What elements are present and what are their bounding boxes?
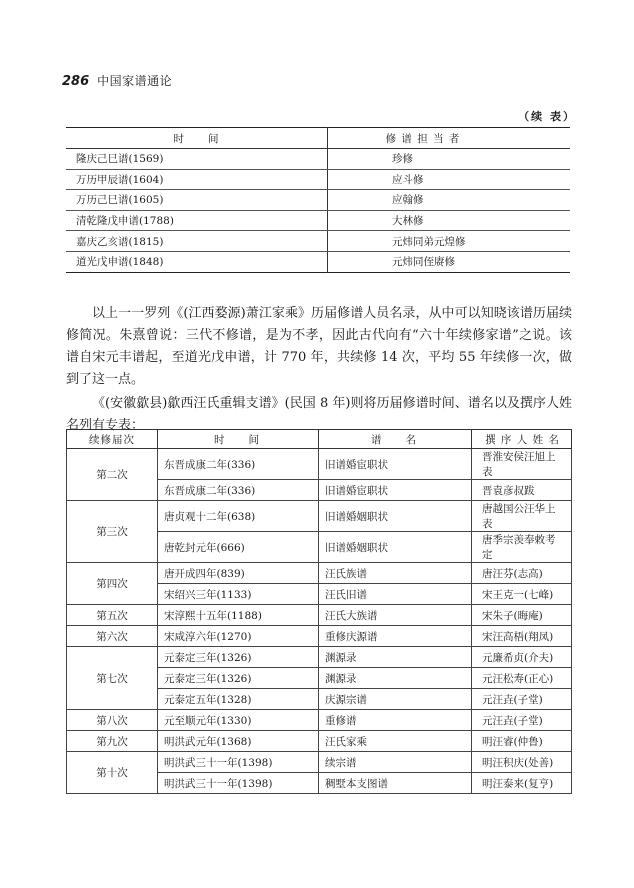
table-row	[66, 210, 570, 231]
composer-cell: 晋淮安侯汪旭上表	[472, 449, 572, 480]
table-continued-label: （续 表）	[518, 110, 576, 123]
time-cell: 唐开成四年(839)	[158, 563, 319, 584]
table-row	[67, 731, 572, 752]
table-row	[67, 605, 572, 626]
table-row	[66, 169, 570, 190]
composer-cell: 明汪泰来(复亨)	[472, 773, 572, 794]
time-cell: 唐乾封元年(666)	[158, 532, 319, 563]
table-row	[66, 149, 570, 170]
time-cell: 明洪武三十一年(1398)	[158, 752, 319, 773]
round-cell: 第五次	[67, 605, 158, 626]
col-header-time: 时 间	[158, 430, 319, 449]
table-row	[67, 647, 572, 668]
time-cell: 唐贞观十二年(638)	[158, 501, 319, 532]
time-cell: 东晋成康二年(336)	[158, 449, 319, 480]
round-cell: 第八次	[67, 710, 158, 731]
composer-cell: 唐汪芬(志高)	[472, 563, 572, 584]
composer-cell: 元汪垚(子堂)	[472, 710, 572, 731]
time-cell: 宋咸淳六年(1270)	[158, 626, 319, 647]
table-row	[66, 231, 570, 252]
name-cell: 重修庆源谱	[319, 626, 472, 647]
editor-cell: 应斗修	[328, 169, 571, 190]
time-cell: 宋淳熙十五年(1188)	[158, 605, 319, 626]
name-cell: 续宗谱	[319, 752, 472, 773]
name-cell: 稠墅本支图谱	[319, 773, 472, 794]
table-row	[67, 563, 572, 584]
editor-cell: 大林修	[328, 210, 571, 231]
running-title: 中国家谱通论	[97, 74, 173, 88]
time-cell: 明洪武元年(1368)	[158, 731, 319, 752]
composer-cell: 明汪积庆(处善)	[472, 752, 572, 773]
table-row	[67, 501, 572, 532]
table-row	[66, 190, 570, 211]
time-cell: 东晋成康二年(336)	[158, 480, 319, 501]
time-cell: 明洪武三十一年(1398)	[158, 773, 319, 794]
name-cell: 汪氏大族谱	[319, 605, 472, 626]
round-cell: 第十次	[67, 752, 158, 794]
editor-cell: 珍修	[328, 149, 571, 170]
time-cell: 元泰定三年(1326)	[158, 668, 319, 689]
time-cell: 元泰定三年(1326)	[158, 647, 319, 668]
genealogy-revisions-table	[66, 429, 572, 794]
composer-cell: 元汪垚(子堂)	[472, 689, 572, 710]
table-row	[67, 626, 572, 647]
body-paragraph: 《(安徽歙县)歙西汪氏重辑支谱》(民国 8 年)则将历届修谱时间、谱名以及撰序人姓名列有专表：	[66, 396, 572, 433]
round-cell: 第四次	[67, 563, 158, 605]
composer-cell: 元汪松寿(正心)	[472, 668, 572, 689]
col-header-editor: 修 谱 担 当 者	[328, 128, 571, 149]
name-cell: 旧谱婚宦职状	[319, 449, 472, 480]
round-cell: 第七次	[67, 647, 158, 710]
col-header-time: 时 间	[66, 128, 328, 149]
round-cell: 第六次	[67, 626, 158, 647]
time-cell: 万历甲辰谱(1604)	[66, 169, 328, 190]
name-cell: 庆源宗谱	[319, 689, 472, 710]
name-cell: 旧谱婚姻职状	[319, 501, 472, 532]
composer-cell: 晋袁彦叔跋	[472, 480, 572, 501]
time-cell: 元泰定五年(1328)	[158, 689, 319, 710]
col-header-name: 谱 名	[319, 430, 472, 449]
page-number: 286	[62, 74, 90, 89]
table-row	[67, 710, 572, 731]
composer-cell: 宋汪高梧(翔凤)	[472, 626, 572, 647]
time-cell: 清乾隆戊申谱(1788)	[66, 210, 328, 231]
name-cell: 旧谱婚姻职状	[319, 532, 472, 563]
round-cell: 第三次	[67, 501, 158, 563]
composer-cell: 宋朱子(晦庵)	[472, 605, 572, 626]
name-cell: 汪氏家乘	[319, 731, 472, 752]
composer-cell: 唐季宗羡奉敕考定	[472, 532, 572, 563]
col-header-composer: 撰 序 人 姓 名	[472, 430, 572, 449]
time-cell: 万历己巳谱(1605)	[66, 190, 328, 211]
name-cell: 旧谱婚宦职状	[319, 480, 472, 501]
table-row	[67, 449, 572, 480]
composer-cell: 唐越国公汪华上表	[472, 501, 572, 532]
col-header-round: 续修届次	[67, 430, 158, 449]
name-cell: 汪氏族谱	[319, 563, 472, 584]
table-row	[67, 752, 572, 773]
name-cell: 汪氏旧谱	[319, 584, 472, 605]
composer-cell: 宋王克一(七峰)	[472, 584, 572, 605]
composer-cell: 元廉希贞(介夫)	[472, 647, 572, 668]
time-cell: 隆庆己巳谱(1569)	[66, 149, 328, 170]
body-paragraph: 以上一一罗列《(江西婺源)萧江家乘》历届修谱人员名录，从中可以知晓该谱历届续修简况。朱熹曾说：三代不修谱，是为不孝，因此古代向有“六十年续修家谱”之说。该谱自宋元丰谱起，至道光戊申谱，计 770 年，共续修 14 次，平均 55 年续修一次，做到了这一点。	[66, 306, 572, 387]
name-cell: 渊源录	[319, 647, 472, 668]
table-row	[66, 251, 570, 272]
editor-cell: 元炜同弟元煌修	[328, 231, 571, 252]
composer-cell: 明汪睿(仲鲁)	[472, 731, 572, 752]
name-cell: 渊源录	[319, 668, 472, 689]
time-cell: 宋绍兴三年(1133)	[158, 584, 319, 605]
editors-table	[66, 127, 570, 273]
round-cell: 第九次	[67, 731, 158, 752]
name-cell: 重修谱	[319, 710, 472, 731]
time-cell: 元至顺元年(1330)	[158, 710, 319, 731]
table-header-row	[67, 430, 572, 449]
table-header-row	[66, 128, 570, 149]
editor-cell: 应翰修	[328, 190, 571, 211]
time-cell: 嘉庆乙亥谱(1815)	[66, 231, 328, 252]
time-cell: 道光戊申谱(1848)	[66, 251, 328, 272]
round-cell: 第二次	[67, 449, 158, 501]
page-header	[62, 72, 172, 89]
editor-cell: 元炜同侄赓修	[392, 256, 455, 269]
